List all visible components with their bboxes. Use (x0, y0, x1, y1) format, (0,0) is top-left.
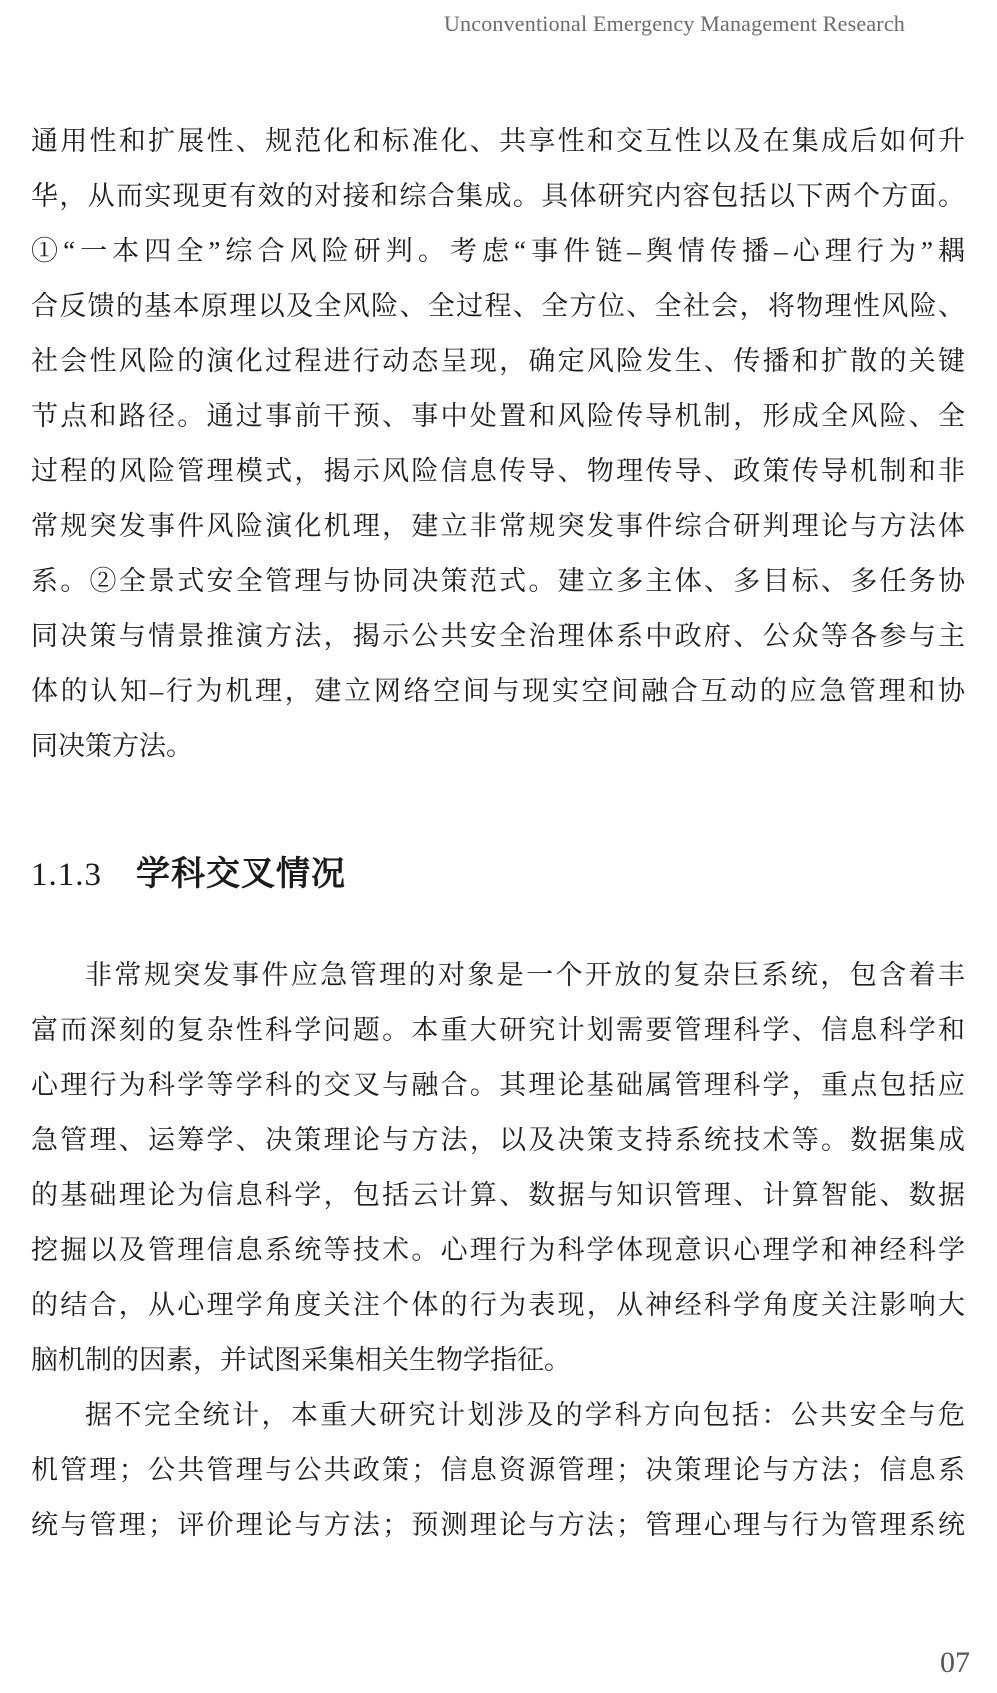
text-line: 统与管理；评价理论与方法；预测理论与方法；管理心理与行为管理系统 (31, 1510, 965, 1540)
text-line: 同决策与情景推演方法，揭示公共安全治理体系中政府、公众等各参与主 (31, 621, 965, 651)
running-head: Unconventional Emergency Management Research (443, 11, 905, 36)
section-heading (31, 852, 346, 898)
text-line: 急管理、运筹学、决策理论与方法，以及决策支持系统技术等。数据集成 (31, 1125, 965, 1155)
text-line: 系。②全景式安全管理与协同决策范式。建立多主体、多目标、多任务协 (31, 566, 965, 596)
text-line: 体的认知–行为机理，建立网络空间与现实空间融合互动的应急管理和协 (31, 676, 965, 706)
text-line: 合反馈的基本原理以及全风险、全过程、全方位、全社会，将物理性风险、 (31, 291, 965, 321)
section-title: 学科交叉情况 (136, 856, 346, 893)
text-line: 机管理；公共管理与公共政策；信息资源管理；决策理论与方法；信息系 (31, 1455, 965, 1485)
text-line: 通用性和扩展性、规范化和标准化、共享性和交互性以及在集成后如何升 (31, 126, 965, 156)
page-number: 07 (940, 1646, 970, 1679)
text-line: 非常规突发事件应急管理的对象是一个开放的复杂巨系统，包含着丰 (85, 960, 965, 990)
text-line: ①“一本四全”综合风险研判。考虑“事件链–舆情传播–心理行为”耦 (31, 236, 965, 266)
text-line: 社会性风险的演化过程进行动态呈现，确定风险发生、传播和扩散的关键 (31, 346, 965, 376)
text-line: 常规突发事件风险演化机理，建立非常规突发事件综合研判理论与方法体 (31, 511, 965, 541)
paragraph (31, 1388, 965, 1553)
text-line: 华，从而实现更有效的对接和综合集成。具体研究内容包括以下两个方面。 (31, 181, 965, 211)
paragraph (31, 948, 965, 1388)
section-number: 1.1.3 (31, 857, 102, 893)
paragraph (31, 114, 965, 774)
text-line: 节点和路径。通过事前干预、事中处置和风险传导机制，形成全风险、全 (31, 401, 965, 431)
text-line: 的基础理论为信息科学，包括云计算、数据与知识管理、计算智能、数据 (31, 1180, 965, 1210)
text-line: 富而深刻的复杂性科学问题。本重大研究计划需要管理科学、信息科学和 (31, 1015, 965, 1045)
body-text-block (31, 948, 965, 1553)
text-line: 据不完全统计，本重大研究计划涉及的学科方向包括：公共安全与危 (85, 1400, 965, 1430)
text-line: 同决策方法。 (31, 731, 193, 761)
text-line: 的结合，从心理学角度关注个体的行为表现，从神经科学角度关注影响大 (31, 1290, 965, 1320)
text-line: 挖掘以及管理信息系统等技术。心理行为科学体现意识心理学和神经科学 (31, 1235, 965, 1265)
text-line: 脑机制的因素，并试图采集相关生物学指征。 (31, 1345, 571, 1375)
text-line: 过程的风险管理模式，揭示风险信息传导、物理传导、政策传导机制和非 (31, 456, 965, 486)
text-line: 心理行为科学等学科的交叉与融合。其理论基础属管理科学，重点包括应 (31, 1070, 965, 1100)
